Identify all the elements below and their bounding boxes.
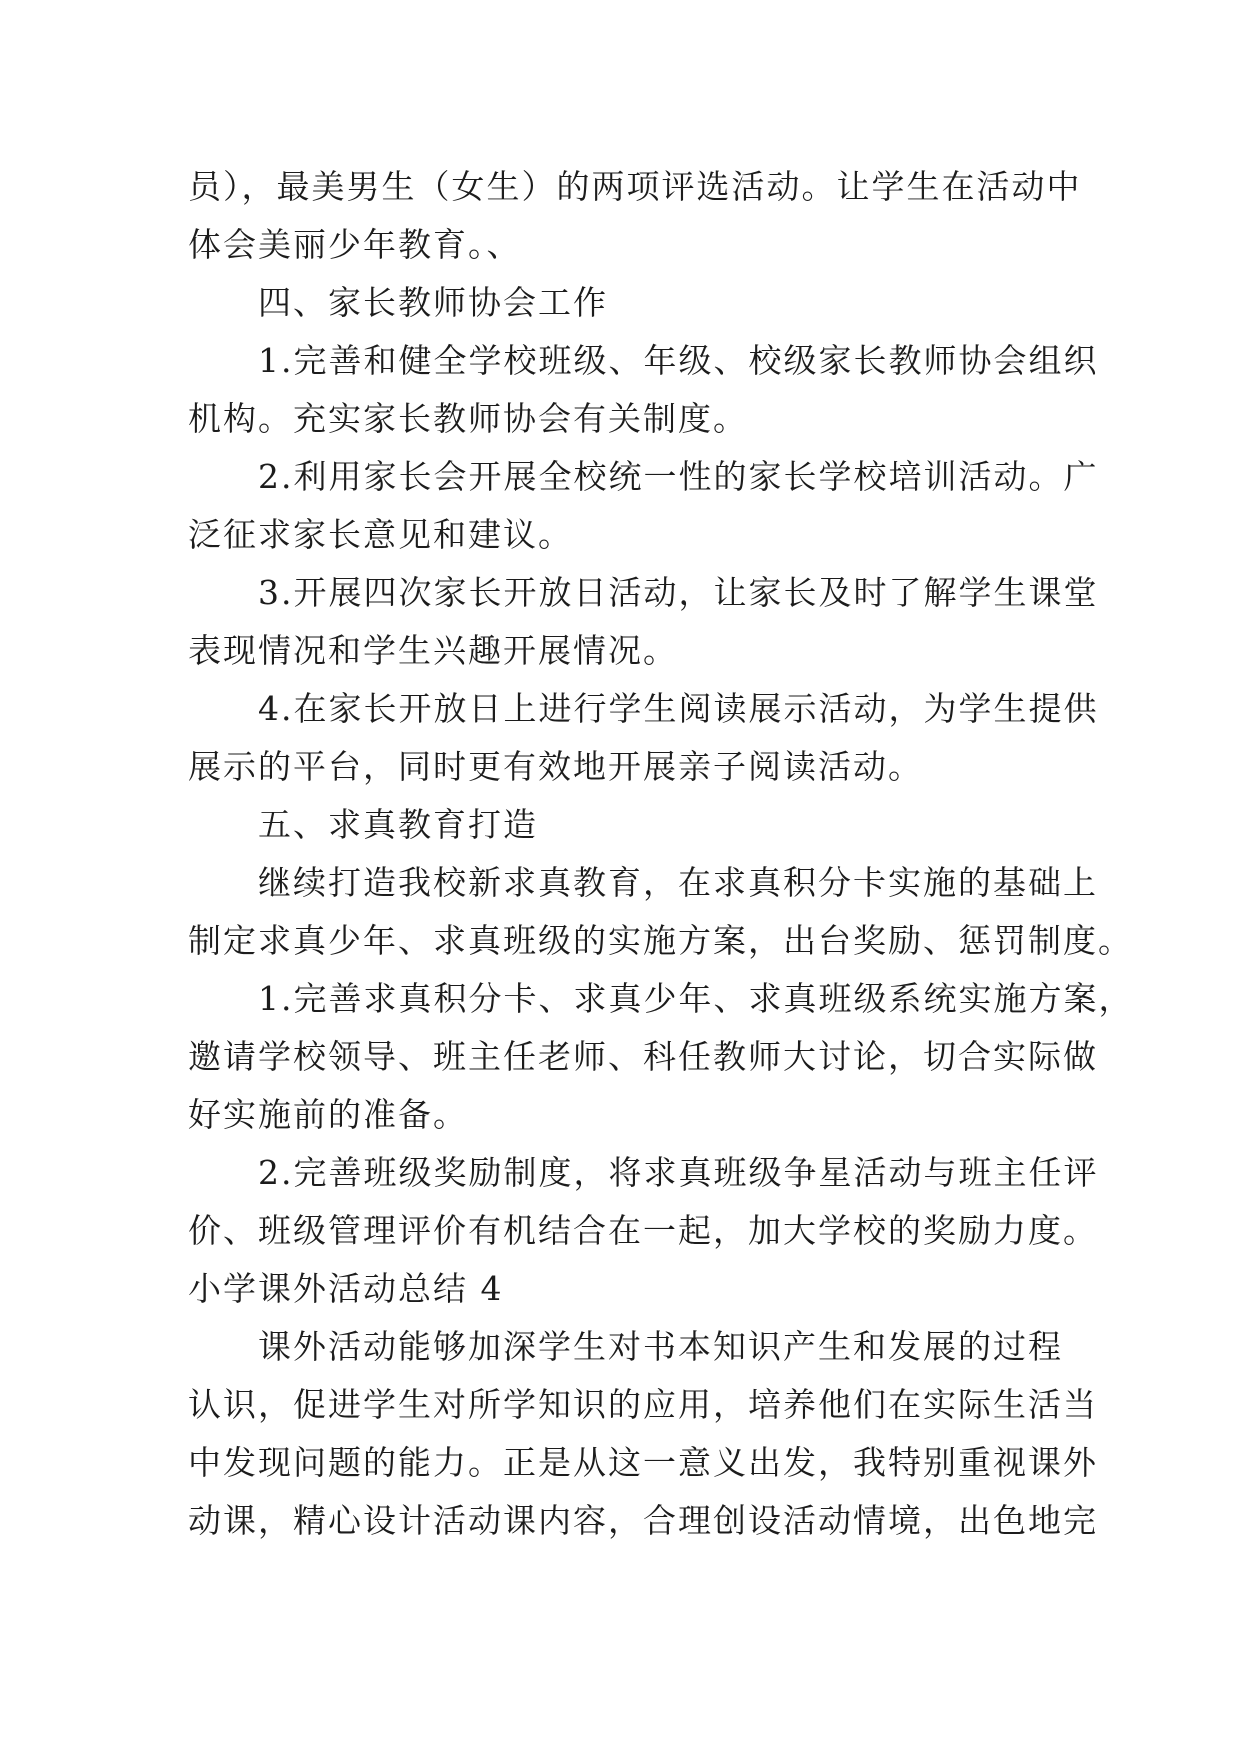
section-heading-4: 四、家长教师协会工作 — [258, 283, 608, 322]
text-line: 认识，促进学生对所学知识的应用，培养他们在实际生活当 — [188, 1385, 1098, 1424]
text-line: 邀请学校领导、班主任老师、科任教师大讨论，切合实际做 — [188, 1037, 1098, 1076]
text-line: 价、班级管理评价有机结合在一起，加大学校的奖励力度。 — [188, 1211, 1098, 1250]
section-heading-5: 五、求真教育打造 — [258, 805, 538, 844]
text-line: 员），最美男生（女生）的两项评选活动。让学生在活动中 — [188, 167, 1082, 206]
text-line: 1.完善求真积分卡、求真少年、求真班级系统实施方案， — [258, 979, 1134, 1018]
text-line: 好实施前的准备。 — [188, 1095, 468, 1134]
document-subtitle: 小学课外活动总结 4 — [188, 1269, 504, 1308]
text-line: 中发现问题的能力。正是从这一意义出发，我特别重视课外 — [188, 1443, 1098, 1482]
text-line: 展示的平台，同时更有效地开展亲子阅读活动。 — [188, 747, 923, 786]
text-line: 课外活动能够加深学生对书本知识产生和发展的过程 — [258, 1327, 1063, 1366]
document-body — [188, 158, 1134, 1550]
text-line: 体会美丽少年教育。、 — [188, 225, 522, 264]
text-line: 继续打造我校新求真教育，在求真积分卡实施的基础上 — [258, 863, 1098, 902]
text-line: 2.完善班级奖励制度，将求真班级争星活动与班主任评 — [258, 1153, 1099, 1192]
text-line: 1.完善和健全学校班级、年级、校级家长教师协会组织 — [258, 341, 1099, 380]
text-line: 2.利用家长会开展全校统一性的家长学校培训活动。广 — [258, 457, 1099, 496]
text-line: 表现情况和学生兴趣开展情况。 — [188, 631, 678, 670]
text-line: 动课，精心设计活动课内容，合理创设活动情境，出色地完 — [188, 1501, 1098, 1540]
text-line: 3.开展四次家长开放日活动，让家长及时了解学生课堂 — [258, 573, 1099, 612]
text-line: 4.在家长开放日上进行学生阅读展示活动，为学生提供 — [258, 689, 1099, 728]
text-line: 机构。充实家长教师协会有关制度。 — [188, 399, 748, 438]
text-line: 泛征求家长意见和建议。 — [188, 515, 573, 554]
text-line: 制定求真少年、求真班级的实施方案，出台奖励、惩罚制度。 — [188, 921, 1133, 960]
